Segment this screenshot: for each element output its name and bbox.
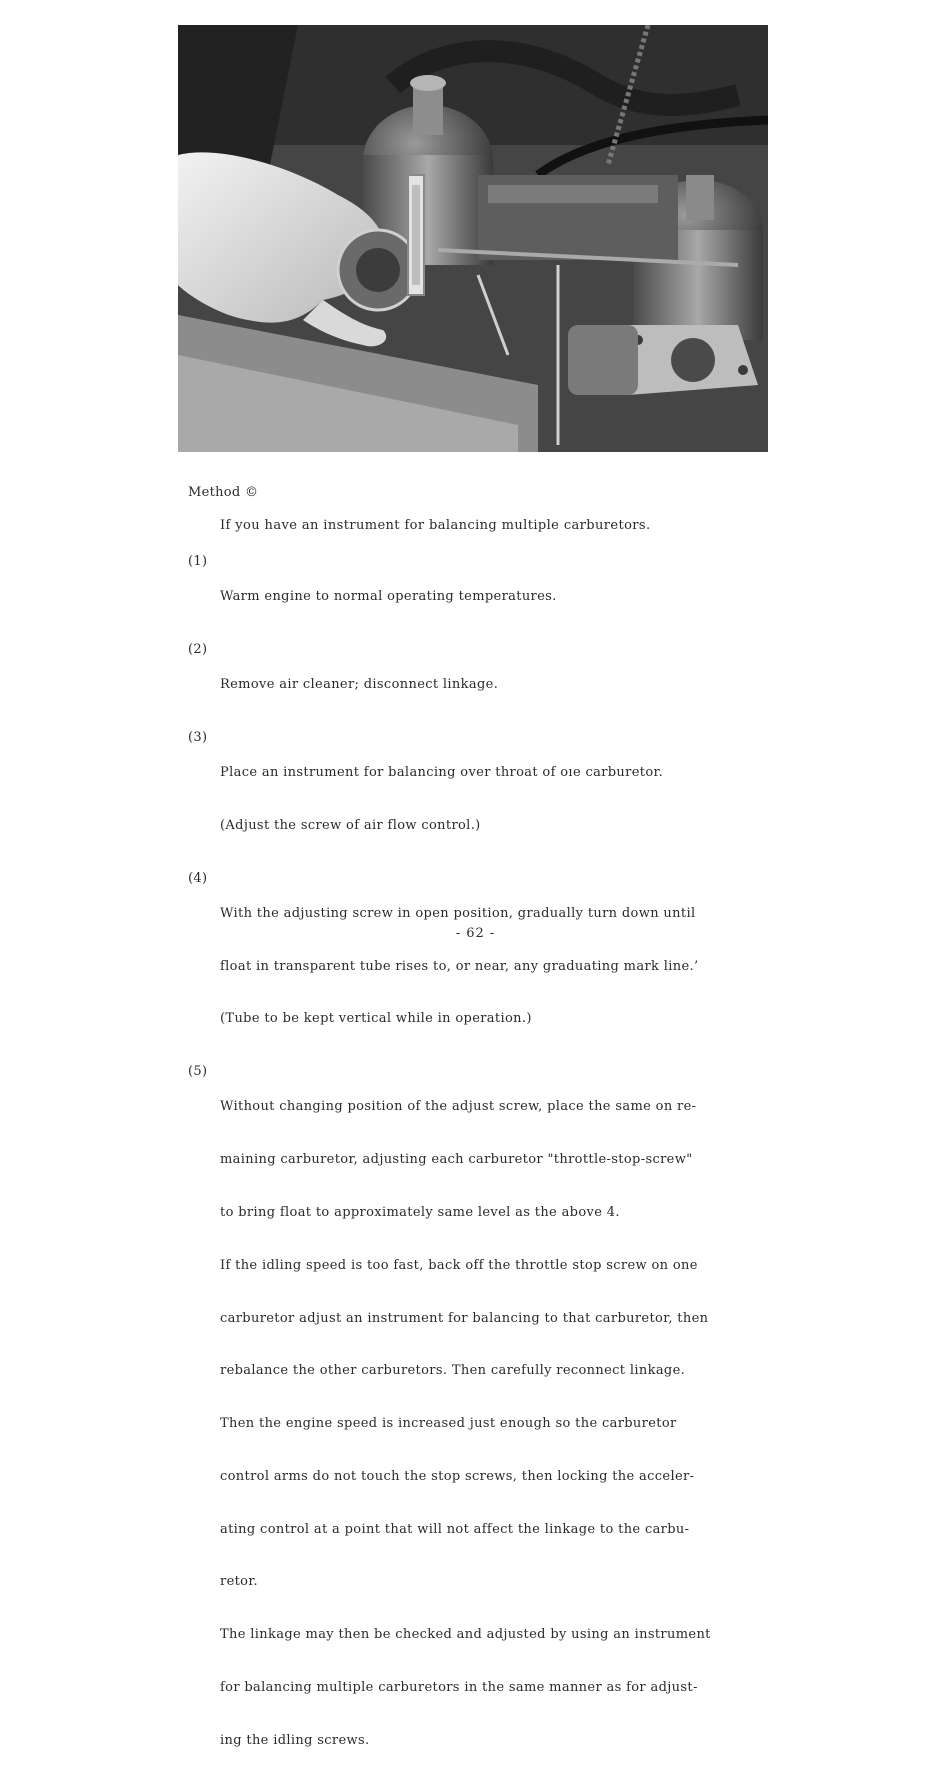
engine-photo-illustration — [178, 25, 768, 452]
page-number: - 62 - — [455, 926, 496, 941]
step-line: retor. — [220, 1574, 258, 1590]
step-line: Without changing position of the adjust screw, place the same on re- — [220, 1099, 697, 1115]
steps-list — [188, 553, 778, 1785]
step-line: float in transparent tube rises to, or near, any graduating mark line.’ — [220, 958, 699, 974]
step-line: (Tube to be kept vertical while in operation.) — [220, 1011, 532, 1027]
step-number: (5) — [188, 1064, 208, 1080]
carburetor-photo — [178, 25, 768, 452]
method-label: Method © — [188, 485, 259, 500]
step-line: ating control at a point that will not affect the linkage to the carbu- — [220, 1521, 690, 1537]
step-line: The linkage may then be checked and adjusted by using an instrument — [220, 1627, 711, 1643]
step-number: (1) — [188, 554, 208, 569]
step-line: If the idling speed is too fast, back off the throttle stop screw on one — [220, 1257, 698, 1273]
step-line: Warm engine to normal operating temperatures. — [220, 589, 557, 605]
step-line: for balancing multiple carburetors in the same manner as for adjust- — [220, 1680, 698, 1695]
step-line: Then the engine speed is increased just enough so the carburetor — [220, 1416, 677, 1432]
step-2 — [188, 641, 778, 729]
intro-text: If you have an instrument for balancing multiple carburetors. — [220, 518, 651, 533]
step-number: (4) — [188, 870, 208, 886]
step-line: Remove air cleaner; disconnect linkage. — [220, 677, 499, 693]
step-line: rebalance the other carburetors. Then carefully reconnect linkage. — [220, 1363, 686, 1379]
step-4 — [188, 870, 778, 1064]
step-line: carburetor adjust an instrument for balancing to that carburetor, then — [220, 1310, 709, 1326]
step-3 — [188, 729, 778, 870]
step-5 — [188, 1063, 778, 1784]
step-number: (2) — [188, 641, 208, 657]
step-line: Place an instrument for balancing over throat of oıe carburetor. — [220, 765, 664, 781]
step-line: control arms do not touch the stop screws, then locking the acceler- — [220, 1468, 695, 1484]
step-line: (Adjust the screw of air flow control.) — [220, 817, 481, 833]
step-line: maining carburetor, adjusting each carburetor "throttle-stop-screw" — [220, 1152, 693, 1168]
step-line: to bring float to approximately same level as the above 4. — [220, 1204, 620, 1220]
step-line: ing the idling screws. — [220, 1732, 370, 1748]
step-line: With the adjusting screw in open position, gradually turn down until — [220, 905, 696, 921]
step-number: (3) — [188, 729, 208, 745]
step-1 — [188, 553, 778, 641]
